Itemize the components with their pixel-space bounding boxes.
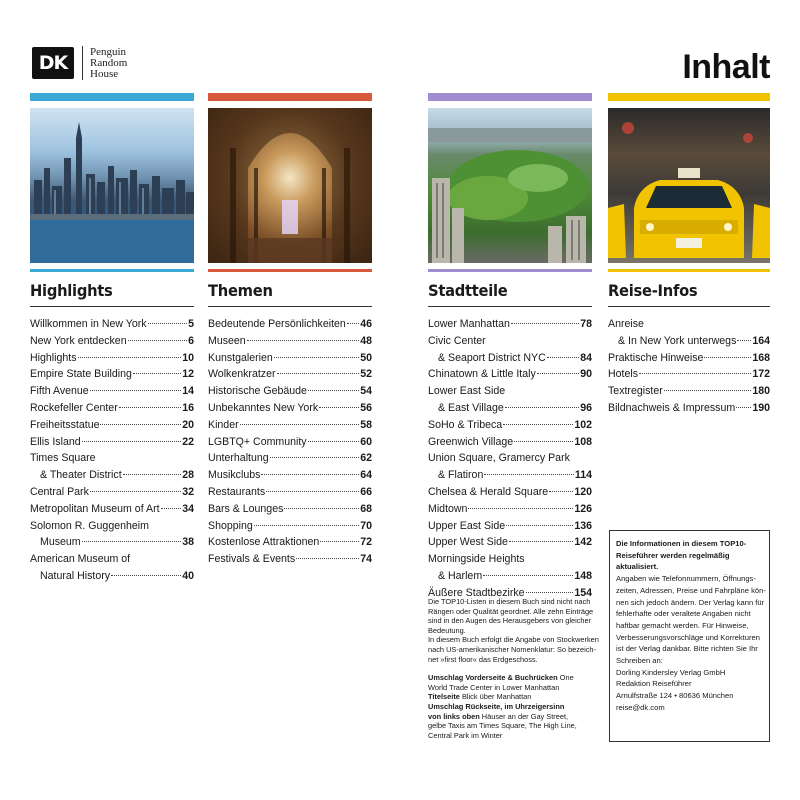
section-color-line: [428, 269, 592, 272]
toc-entry: [208, 366, 372, 383]
toc-page-number: 68: [360, 502, 372, 515]
toc-list: [30, 316, 194, 585]
toc-page-number: 38: [182, 536, 194, 549]
toc-entry: [30, 366, 194, 383]
toc-entry: [30, 551, 194, 585]
section-highlights: [30, 93, 194, 585]
dot-leader: [123, 474, 182, 475]
publisher-logo: [32, 46, 127, 80]
toc-entry-title: Museen: [208, 334, 246, 347]
section-reise-infos: [608, 93, 770, 417]
section-heading: Stadtteile: [428, 281, 508, 300]
info-box-heading-line: Reiseführer werden regelmäßig: [616, 550, 730, 560]
toc-entry-title: Shopping: [208, 519, 253, 532]
info-box-line: ist der Verlag dankbar. Bitte richten Sie Ihr: [616, 644, 758, 654]
dot-leader: [537, 373, 579, 374]
toc-page-number: 32: [182, 485, 194, 498]
dot-leader: [526, 592, 574, 593]
dot-leader: [284, 508, 359, 509]
info-box-line: Dorling Kindersley Verlag GmbH: [616, 667, 726, 677]
toc-entry-title: Greenwich Village: [428, 435, 514, 448]
toc-entry-title: Kinder: [208, 418, 239, 431]
toc-entry-title-line: Morningside Heights: [428, 553, 525, 566]
dot-leader: [266, 491, 359, 492]
toc-entry-title-line: Anreise: [608, 318, 644, 330]
cover-credit-label: Umschlag Rückseite, im Uhrzeigersinn: [428, 701, 565, 711]
toc-page-number: 142: [574, 536, 592, 549]
dot-leader: [133, 373, 181, 374]
publisher-line: Penguin: [90, 45, 127, 58]
cover-credit-line: [428, 721, 592, 731]
info-box-line: reise@dk.com: [616, 702, 665, 712]
info-box-line: Redaktion Reiseführer: [616, 679, 692, 689]
toc-entry-title: & Seaport District NYC: [438, 351, 546, 364]
toc-entry-title-line: Times Square: [30, 452, 96, 465]
dot-leader: [111, 575, 181, 576]
toc-page-number: 114: [574, 469, 592, 482]
toc-entry-title: Upper East Side: [428, 519, 506, 532]
info-box-line: fehlerhafte oder veraltete Angaben nicht: [616, 609, 751, 619]
toc-entry: [30, 400, 194, 417]
toc-entry-title-line: Civic Center: [428, 334, 486, 347]
cathedral-photo: [208, 108, 372, 263]
cover-credit-text: Häuser an der Gay Street,: [479, 711, 569, 721]
dot-leader: [308, 390, 359, 391]
dot-leader: [506, 525, 573, 526]
toc-page-number: 16: [182, 401, 194, 414]
toc-entry: [428, 484, 592, 501]
notes-line: sind in den Augen des Herausgebers von gleicher: [428, 616, 592, 626]
section-color-line: [30, 269, 194, 272]
section-heading: Highlights: [30, 281, 113, 300]
toc-entry: [208, 383, 372, 400]
toc-page-number: 56: [360, 401, 372, 414]
toc-entry: [428, 417, 592, 434]
toc-entry-title: Upper West Side: [428, 536, 508, 549]
toc-entry: [208, 450, 372, 467]
toc-entry-title: & Theater District: [40, 469, 122, 482]
toc-page-number: 58: [360, 418, 372, 431]
toc-page-number: 108: [574, 435, 592, 448]
dot-leader: [240, 424, 360, 425]
section-color-line: [208, 269, 372, 272]
dot-leader: [509, 541, 573, 542]
toc-entry: [428, 316, 592, 333]
cover-credit-label: Umschlag Vorderseite & Buchrücken: [428, 673, 558, 683]
dot-leader: [82, 441, 182, 442]
update-info-box: [609, 530, 770, 742]
dot-leader: [737, 340, 751, 341]
toc-page-number: 96: [580, 401, 592, 414]
toc-entry: [428, 534, 592, 551]
toc-entry: [208, 417, 372, 434]
cover-credit-text: Blick über Manhattan: [459, 692, 532, 702]
notes-line: In diesem Buch erfolgt die Angabe von Stockwerken: [428, 635, 599, 645]
toc-entry-title: Unterhaltung: [208, 452, 269, 465]
dot-leader: [639, 373, 751, 374]
toc-page-number: 40: [182, 569, 194, 582]
notes-line: Die TOP10-Listen in diesem Buch sind nicht nach: [428, 597, 591, 606]
section-heading: Themen: [208, 281, 273, 300]
dot-leader: [78, 357, 182, 358]
toc-entry-title: Willkommen in New York: [30, 318, 147, 330]
toc-entry-title: Freiheitsstatue: [30, 418, 100, 431]
toc-entry-title: Bars & Lounges: [208, 502, 284, 515]
cover-credit-line: [428, 673, 592, 683]
toc-entry: [30, 333, 194, 350]
dot-leader: [148, 323, 188, 324]
toc-entry-title: SoHo & Tribeca: [428, 418, 503, 431]
section-color-line: [608, 269, 770, 272]
toc-page-number: 72: [360, 536, 372, 549]
toc-page-number: 102: [574, 418, 592, 431]
section-divider: [208, 306, 372, 307]
cover-credit-line: [428, 692, 592, 702]
toc-entry: [428, 501, 592, 518]
toc-entry-title: LGBTQ+ Community: [208, 435, 307, 448]
dot-leader: [82, 541, 182, 542]
toc-entry: [208, 333, 372, 350]
cover-credit-line: [428, 731, 592, 741]
toc-page-number: 164: [752, 334, 770, 347]
toc-page-number: 78: [580, 318, 592, 330]
toc-entry-title-line: Lower East Side: [428, 385, 506, 398]
toc-entry: [30, 518, 194, 552]
toc-page-number: 52: [360, 368, 372, 381]
dot-leader: [503, 424, 573, 425]
section-divider: [30, 306, 194, 307]
toc-entry-title: Midtown: [428, 502, 468, 515]
section-divider: [428, 306, 592, 307]
dot-leader: [90, 390, 182, 391]
toc-page-number: 48: [360, 334, 372, 347]
toc-entry: [608, 366, 770, 383]
toc-list: [608, 316, 770, 417]
toc-entry: [208, 316, 372, 333]
toc-page-number: 54: [360, 385, 372, 398]
cover-credit-label: von links oben: [428, 711, 480, 721]
toc-entry: [30, 316, 194, 333]
toc-entry: [208, 350, 372, 367]
cover-credit-line: [428, 702, 592, 712]
toc-entry: [30, 501, 194, 518]
toc-entry: [428, 518, 592, 535]
notes-paragraph: [428, 597, 599, 664]
taxi-photo: [608, 108, 770, 263]
toc-entry-title: Praktische Hinweise: [608, 351, 704, 364]
dot-leader: [270, 457, 360, 458]
toc-page-number: 60: [360, 435, 372, 448]
toc-list: [208, 316, 372, 568]
cover-credit-label: Titelseite: [428, 692, 460, 702]
info-box-line: nen sich jedoch ändern. Der Verlag kann für: [616, 597, 765, 607]
cover-credit-text: One: [557, 673, 574, 683]
dot-leader: [549, 491, 573, 492]
central-park-photo: [428, 108, 592, 263]
dot-leader: [547, 357, 579, 358]
info-box-heading-line: Die Informationen in diesem TOP10-: [616, 539, 747, 548]
section-heading: Reise-Infos: [608, 281, 698, 300]
dot-leader: [277, 373, 360, 374]
toc-entry: [208, 434, 372, 451]
toc-entry: [428, 450, 592, 484]
toc-entry-title: Chinatown & Little Italy: [428, 368, 536, 381]
toc-entry-title-line: Union Square, Gramercy Park: [428, 452, 570, 465]
toc-page-number: 74: [360, 553, 372, 566]
dot-leader: [274, 357, 359, 358]
info-box-line: Arnulfstraße 124 • 80636 München: [616, 691, 734, 701]
notes-line: Bedeutung.: [428, 625, 466, 635]
toc-entry: [30, 383, 194, 400]
toc-entry-title: Kostenlose Attraktionen: [208, 536, 320, 549]
cover-credit-text: Central Park im Winter: [428, 730, 503, 740]
toc-entry: [30, 350, 194, 367]
toc-page-number: 10: [182, 351, 194, 364]
toc-page-number: 46: [360, 318, 372, 330]
toc-entry: [608, 383, 770, 400]
toc-page-number: 148: [574, 569, 592, 582]
section-themen: [208, 93, 372, 568]
dot-leader: [161, 508, 182, 509]
toc-entry-title: Wolkenkratzer: [208, 368, 276, 381]
section-divider: [608, 306, 770, 307]
toc-entry: [208, 501, 372, 518]
toc-entry-title: Metropolitan Museum of Art: [30, 502, 160, 515]
toc-entry: [30, 417, 194, 434]
toc-entry-title-line: American Museum of: [30, 553, 131, 566]
dot-leader: [308, 441, 360, 442]
toc-page-number: 172: [752, 368, 770, 381]
dot-leader: [90, 491, 181, 492]
toc-page-number: 6: [188, 334, 194, 347]
notes-line: Rängen oder Qualität geordnet. Alle zehn Einträge: [428, 606, 594, 616]
toc-page-number: 180: [752, 385, 770, 398]
publisher-line: House: [90, 67, 119, 80]
toc-entry-title: & Harlem: [438, 569, 483, 582]
toc-entry-title: Fifth Avenue: [30, 385, 89, 398]
toc-entry: [208, 467, 372, 484]
toc-entry-title: Museum: [40, 536, 81, 549]
toc-entry: [208, 400, 372, 417]
toc-page-number: 64: [360, 469, 372, 482]
toc-entry-title: Highlights: [30, 351, 77, 364]
toc-page-number: 22: [182, 435, 194, 448]
toc-entry: [608, 316, 770, 350]
toc-entry: [208, 534, 372, 551]
toc-page-number: 62: [360, 452, 372, 465]
dot-leader: [505, 407, 579, 408]
section-color-bar: [30, 93, 194, 101]
toc-page-number: 190: [752, 401, 770, 414]
cover-credit-text: gelbe Taxis am Times Square, The High Line,: [428, 721, 577, 731]
info-box-heading: [616, 538, 763, 573]
toc-entry: [208, 518, 372, 535]
toc-entry-title: Unbekanntes New York: [208, 401, 319, 414]
toc-entry-title: Rockefeller Center: [30, 401, 118, 414]
toc-page-number: 70: [360, 519, 372, 532]
section-color-bar: [428, 93, 592, 101]
dot-leader: [319, 407, 359, 408]
dot-leader: [511, 323, 579, 324]
dot-leader: [468, 508, 573, 509]
toc-list: [428, 316, 592, 602]
toc-page-number: 120: [574, 485, 592, 498]
toc-entry-title: Restaurants: [208, 485, 266, 498]
dk-logo-mark: DK: [32, 47, 74, 79]
toc-entry: [208, 551, 372, 568]
dot-leader: [514, 441, 573, 442]
notes-line: net »first floor« das Erdgeschoss.: [428, 654, 538, 664]
toc-page-number: 12: [182, 368, 194, 381]
toc-entry-title: Festivals & Events: [208, 553, 296, 566]
section-color-bar: [608, 93, 770, 101]
toc-entry: [428, 551, 592, 585]
toc-page-number: 20: [182, 418, 194, 431]
info-box-line: Angaben wie Telefonnummern, Öffnungs-: [616, 574, 756, 584]
toc-entry: [208, 484, 372, 501]
logo-divider: [82, 46, 83, 80]
toc-entry-title: & In New York unterwegs: [618, 334, 737, 347]
toc-page-number: 154: [574, 586, 592, 599]
dot-leader: [119, 407, 181, 408]
toc-entry: [30, 450, 194, 484]
dot-leader: [296, 558, 359, 559]
toc-entry-title: Hotels: [608, 368, 639, 381]
toc-entry: [30, 484, 194, 501]
dot-leader: [320, 541, 359, 542]
section-stadtteile: [428, 93, 592, 602]
toc-entry-title: Empire State Building: [30, 368, 132, 381]
toc-page-number: 66: [360, 485, 372, 498]
dot-leader: [484, 474, 574, 475]
info-box-line: Verbesserungsvorschläge und Korrekturen: [616, 632, 760, 642]
page-title: Inhalt: [682, 48, 770, 86]
toc-entry-title: Kunstgalerien: [208, 351, 273, 364]
toc-page-number: 168: [752, 351, 770, 364]
toc-entry: [30, 434, 194, 451]
dot-leader: [347, 323, 359, 324]
toc-entry-title: Äußere Stadtbezirke: [428, 586, 525, 599]
dot-leader: [254, 525, 359, 526]
toc-entry: [608, 400, 770, 417]
toc-entry-title: Ellis Island: [30, 435, 81, 448]
toc-page-number: 34: [182, 502, 194, 515]
notes-line: nach US-amerikanischer Nomenklatur: So bezeich-: [428, 644, 597, 654]
dot-leader: [100, 424, 181, 425]
dot-leader: [736, 407, 751, 408]
toc-entry-title: Musikclubs: [208, 469, 261, 482]
info-box-line: haftbar gemacht werden. Für Hinweise,: [616, 620, 749, 630]
toc-page-number: 136: [574, 519, 592, 532]
skyline-photo: [30, 108, 194, 263]
toc-page-number: 84: [580, 351, 592, 364]
publisher-name: [90, 47, 127, 80]
dot-leader: [483, 575, 573, 576]
toc-entry-title: Lower Manhattan: [428, 318, 510, 330]
info-box-heading-line: aktualisiert.: [616, 562, 659, 572]
publisher-line: Random: [90, 56, 128, 69]
toc-entry-title: Bildnachweis & Impressum: [608, 401, 736, 414]
toc-entry-title: & East Village: [438, 401, 504, 414]
cover-credit-text: World Trade Center in Lower Manhattan: [428, 682, 560, 692]
info-box-line: zeiten, Adressen, Preise und Fahrpläne kön-: [616, 585, 766, 595]
toc-entry: [608, 350, 770, 367]
dot-leader: [664, 390, 752, 391]
toc-page-number: 28: [182, 469, 194, 482]
toc-entry-title-line: Solomon R. Guggenheim: [30, 519, 149, 532]
toc-entry: [428, 366, 592, 383]
cover-credits: [428, 673, 592, 740]
toc-entry-title: & Flatiron: [438, 469, 484, 482]
cover-credit-line: [428, 712, 592, 722]
toc-page-number: 90: [580, 368, 592, 381]
toc-entry: [428, 383, 592, 417]
edition-notes: [428, 597, 599, 740]
toc-entry: [428, 333, 592, 367]
toc-entry-title: Central Park: [30, 485, 89, 498]
toc-page-number: 5: [188, 318, 194, 330]
dot-leader: [128, 340, 188, 341]
dot-leader: [704, 357, 751, 358]
toc-entry-title: New York entdecken: [30, 334, 127, 347]
info-box-line: Schreiben an:: [616, 656, 663, 666]
section-color-bar: [208, 93, 372, 101]
toc-entry-title: Bedeutende Persönlichkeiten: [208, 318, 346, 330]
toc-page-number: 50: [360, 351, 372, 364]
toc-entry-title: Natural History: [40, 569, 111, 582]
toc-page-number: 14: [182, 385, 194, 398]
toc-page-number: 126: [574, 502, 592, 515]
dot-leader: [247, 340, 360, 341]
dot-leader: [261, 474, 359, 475]
toc-entry-title: Historische Gebäude: [208, 385, 307, 398]
toc-entry-title: Chelsea & Herald Square: [428, 485, 549, 498]
info-box-text: [616, 573, 766, 713]
toc-entry-title: Textregister: [608, 385, 663, 398]
cover-credit-line: [428, 683, 592, 693]
toc-entry: [428, 434, 592, 451]
